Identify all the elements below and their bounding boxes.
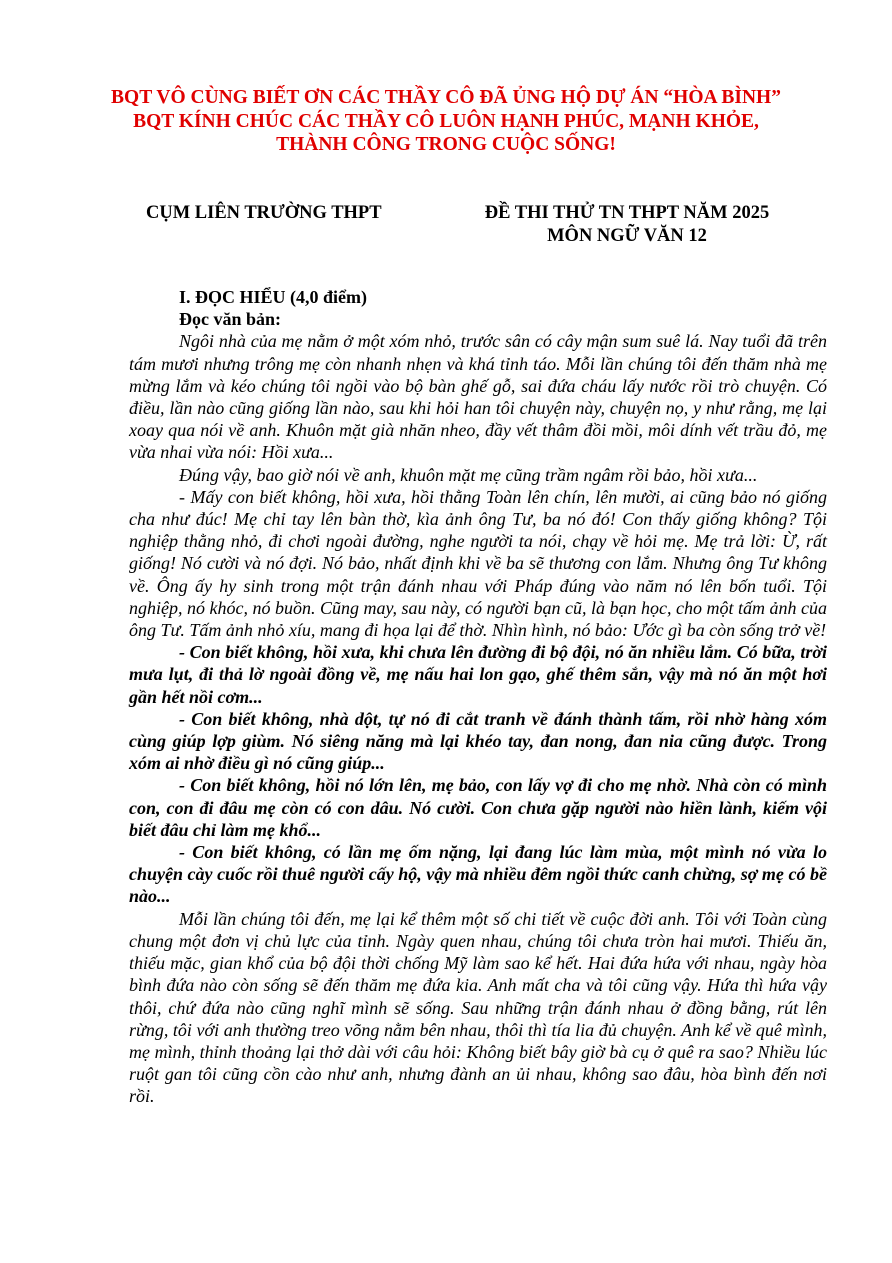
banner-line-1: BQT VÔ CÙNG BIẾT ƠN CÁC THẦY CÔ ĐÃ ỦNG HỘ DỰ ÁN “HÒA BÌNH”: [111, 87, 781, 108]
paragraph: Mỗi lần chúng tôi đến, mẹ lại kể thêm một số chi tiết về cuộc đời anh. Tôi với Toàn cùng chung một đơn vị chủ lực của tỉnh. Ngày quen nhau, chúng tôi chưa tròn hai mươi. Thiếu ăn, thiếu mặc, gian khổ của bộ đội thời chống Mỹ làm sao kể hết. Hai đứa hứa với nhau, ngày hòa bình đứa nào còn sống sẽ đến thăm mẹ đứa kia. Anh mất cha và tôi cũng vậy. Hứa thì hứa vậy thôi, chứ đứa nào cũng nghĩ mình sẽ sống. Sau những trận đánh nhau ở đồng bằng, rút lên rừng, tôi với anh thường treo võng nằm bên nhau, thôi thì tía lia đủ chuyện. Anh kể về quê mình, mẹ mình, thỉnh thoảng lại thở dài với câu hỏi: Không biết bây giờ bà cụ ở quê ra sao? Nhiều lúc ruột gan tôi cũng cồn cào như anh, nhưng đành an ủi nhau, không sao đâu, hòa bình đến nơi rồi.: [129, 908, 827, 1107]
thank-you-banner: [100, 86, 792, 157]
banner-line-3: THÀNH CÔNG TRONG CUỘC SỐNG!: [276, 134, 616, 155]
paragraph-emphasis: - Con biết không, hồi nó lớn lên, mẹ bảo, con lấy vợ đi cho mẹ nhờ. Nhà còn có mình con, con đi đâu mẹ còn có con dâu. Nó cười. Con chưa gặp người nào hiền lành, kiếm vội biết đâu chỉ làm mẹ khổ...: [129, 775, 827, 840]
exam-subject: MÔN NGỮ VĂN 12: [547, 226, 707, 246]
paragraph: Ngôi nhà của mẹ nằm ở một xóm nhỏ, trước sân có cây mận sum suê lá. Nay tuổi đã trên tám mươi nhưng trông mẹ còn nhanh nhẹn và khá tỉnh táo. Mỗi lần chúng tôi đến thăm nhà mẹ mừng lắm và kéo chúng tôi ngồi vào bộ bàn ghế gỗ, sai đứa cháu lấy nước rồi trò chuyện. Có điều, lần nào cũng giống lần nào, sau khi hỏi han tôi chuyện này, chuyện nọ, y như rằng, mẹ lại xoay qua nói về anh. Khuôn mặt già nhăn nheo, đầy vết thâm đồi mồi, môi dính vết trầu đỏ, mẹ vừa nhai vừa nói: Hồi xưa...: [129, 331, 827, 463]
banner-line-2: BQT KÍNH CHÚC CÁC THẦY CÔ LUÔN HẠNH PHÚC, MẠNH KHỎE,: [133, 110, 759, 132]
paragraph-emphasis: - Con biết không, có lần mẹ ốm nặng, lại đang lúc làm mùa, một mình nó vừa lo chuyện cày cuốc rồi thuê người cấy hộ, vậy mà nhiều đêm ngồi thức canh chừng, sợ mẹ có bề nào...: [129, 842, 827, 907]
reading-section: [129, 286, 827, 1108]
paragraph: Đúng vậy, bao giờ nói về anh, khuôn mặt mẹ cũng trầm ngâm rồi bảo, hồi xưa...: [179, 464, 758, 485]
paragraph: - Mấy con biết không, hồi xưa, hồi thằng Toàn lên chín, lên mười, ai cũng bảo nó giống cha như đúc! Mẹ chỉ tay lên bàn thờ, kìa ảnh ông Tư, ba nó đó! Con thấy giống không? Tội nghiệp thằng nhỏ, đi chơi ngoài đường, nghe người ta nói, chạy về hỏi mẹ. Mẹ trả lời: Ừ, rất giống! Nó cười và nó đợi. Nó bảo, nhất định khi về ba sẽ thương con lắm. Nhưng ông Tư không về. Ông ấy hy sinh trong một trận đánh nhau với Pháp đúng vào năm nó lên bốn tuổi. Tội nghiệp, nó khóc, nó buồn. Cũng may, sau này, có người bạn cũ, là bạn học, cho một tấm ảnh của ông Tư. Tấm ảnh nhỏ xíu, mang đi họa lại để thờ. Nhìn hình, nó bảo: Ước gì ba còn sống trở về!: [129, 486, 827, 641]
exam-title: ĐỀ THI THỬ TN THPT NĂM 2025: [484, 203, 770, 223]
paragraph-emphasis: - Con biết không, nhà dột, tự nó đi cắt tranh về đánh thành tấm, rồi nhờ hàng xóm cùng giúp lợp giùm. Nó siêng năng mà lại khéo tay, đan nong, đan nia cũng được. Trong xóm ai nhờ điều gì nó cũng giúp...: [129, 708, 827, 774]
section-title: I. ĐỌC HIỂU (4,0 điểm): [179, 287, 367, 307]
exam-header: [474, 202, 780, 248]
school-name: CỤM LIÊN TRƯỜNG THPT: [146, 203, 382, 223]
section-instruction: Đọc văn bản:: [179, 309, 282, 330]
paragraph-emphasis: - Con biết không, hồi xưa, khi chưa lên đường đi bộ đội, nó ăn nhiều lắm. Có bữa, trời mưa lụt, đi thả lờ ngoài đồng về, mẹ nấu hai lon gạo, ghế thêm sắn, vậy mà nó ăn một hơi gần hết nồi cơm...: [129, 642, 827, 707]
